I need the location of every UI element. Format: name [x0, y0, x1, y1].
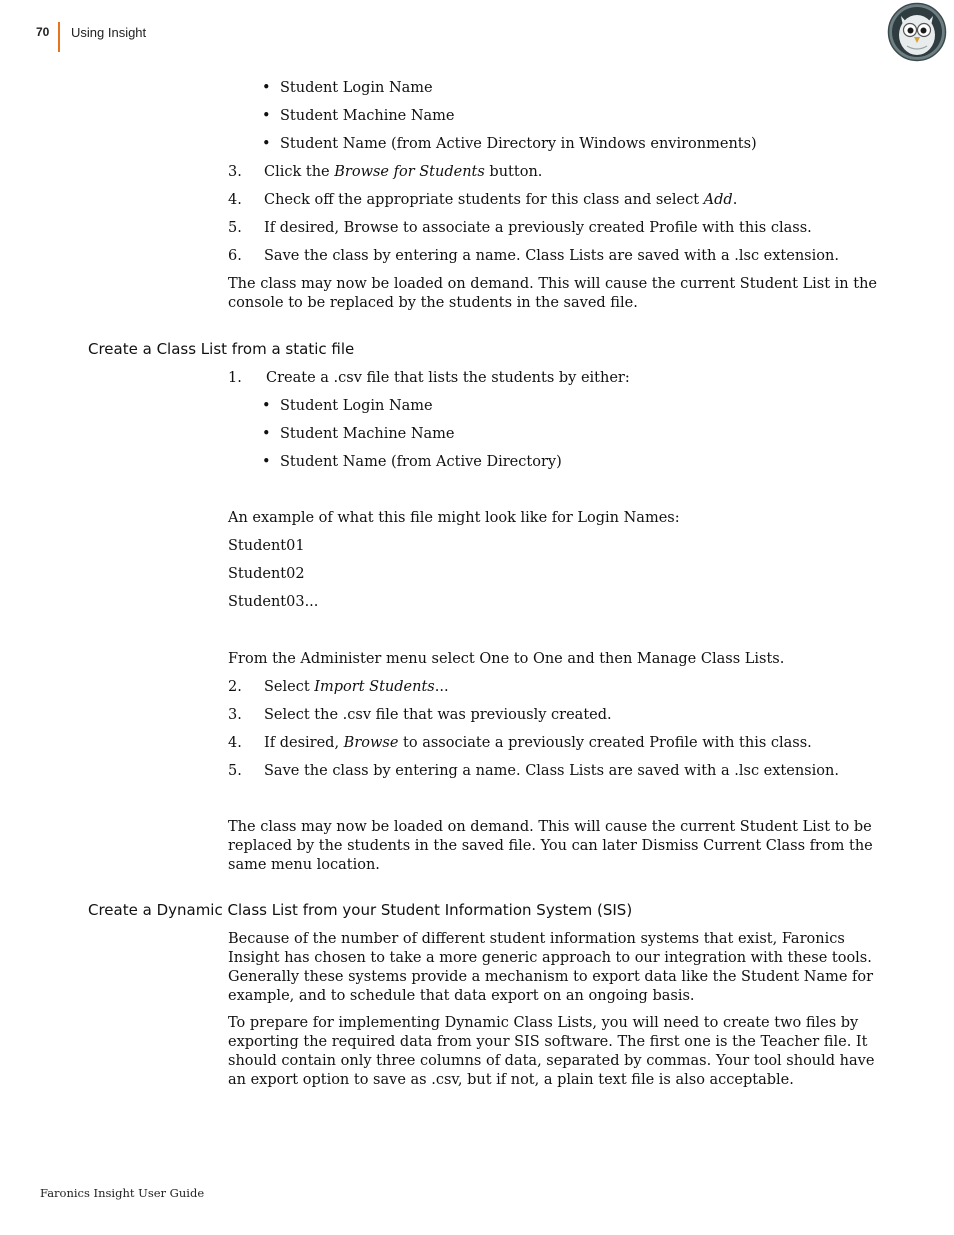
section-heading: Create a Class List from a static file — [88, 340, 355, 358]
paragraph: To prepare for implementing Dynamic Class Lists, you will need to create two files by exporting the required data from your SIS software. The first one is the Teacher file. It should contain only three columns of data, separated by commas. Your tool should have an export option to save as .csv, but if not, a plain text file is also acceptable. — [228, 1015, 875, 1088]
step-item: 3. Click the Browse for Students button. — [228, 164, 543, 180]
example-line: Student01 — [228, 538, 305, 554]
list-item: • Student Machine Name — [262, 108, 455, 124]
step-item: 5. If desired, Browse to associate a previously created Profile with this class. — [228, 220, 812, 236]
menu-instruction: From the Administer menu select One to One and then Manage Class Lists. — [228, 651, 785, 667]
step-item: 6. Save the class by entering a name. Class Lists are saved with a .lsc extension. — [228, 248, 839, 264]
step-item: 5. Save the class by entering a name. Class Lists are saved with a .lsc extension. — [228, 763, 839, 779]
list-item: • Student Name (from Active Directory in Windows environments) — [262, 136, 757, 152]
page-footer: Faronics Insight User Guide — [40, 1186, 205, 1200]
step-item: 4. Check off the appropriate students for this class and select Add. — [228, 192, 738, 208]
list-item: • Student Login Name — [262, 80, 433, 96]
example-intro: An example of what this file might look like for Login Names: — [228, 510, 680, 526]
owl-logo-icon — [887, 2, 947, 62]
paragraph: Because of the number of different student information systems that exist, Faronics Insight has chosen to take a more generic approach to our integration with these tools. Generally these systems provide a mechanism to export data like the Student Name for example, and to schedule that data export on an ongoing basis. — [228, 931, 874, 1004]
example-line: Student03... — [228, 594, 319, 610]
header-section-title: Using Insight — [71, 25, 147, 40]
paragraph: The class may now be loaded on demand. This will cause the current Student List in the console to be replaced by the students in the saved file. — [228, 276, 878, 311]
step-item: 2. Select Import Students... — [228, 679, 449, 695]
example-line: Student02 — [228, 566, 305, 582]
list-item: • Student Login Name — [262, 398, 433, 414]
list-item: • Student Name (from Active Directory) — [262, 454, 562, 470]
paragraph: The class may now be loaded on demand. This will cause the current Student List to be replaced by the students in the saved file. You can later Dismiss Current Class from the same menu location. — [228, 819, 873, 873]
page-number: 70 — [36, 25, 50, 39]
section-heading: Create a Dynamic Class List from your Student Information System (SIS) — [88, 901, 633, 919]
step-item: 4. If desired, Browse to associate a previously created Profile with this class. — [228, 735, 812, 751]
step-item: 3. Select the .csv file that was previously created. — [228, 707, 612, 723]
list-item: • Student Machine Name — [262, 426, 455, 442]
header-divider — [58, 22, 60, 52]
step-item: 1. Create a .csv file that lists the students by either: — [228, 370, 630, 386]
